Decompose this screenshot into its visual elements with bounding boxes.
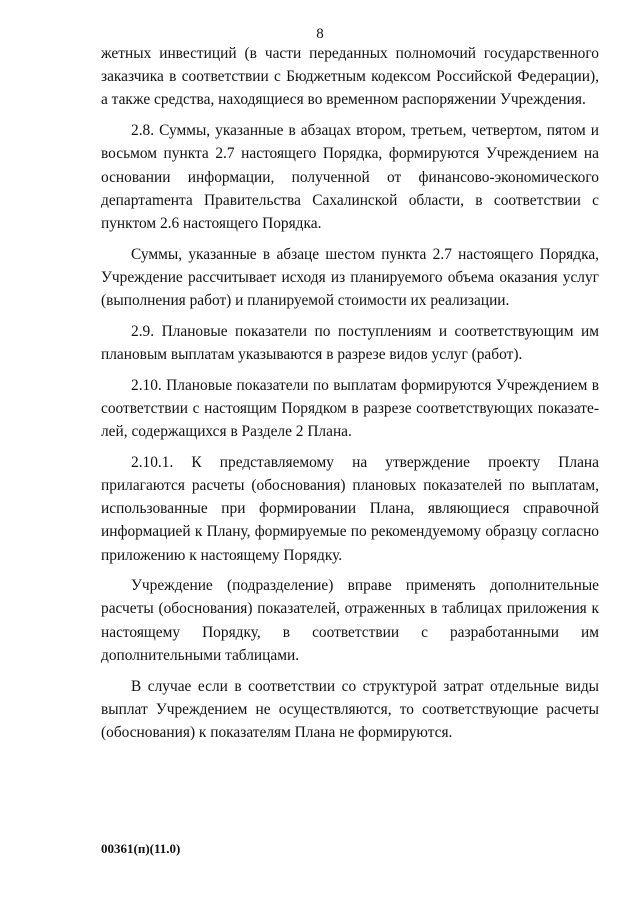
footer-document-code: 00361(п)(11.0) (101, 841, 181, 856)
paragraph-continuation: жетных инвестиций (в части переданных полномочий государственного заказчика в соответствии с Бюджетным кодексом Российской Федерации), а также средства, находящиеся во временном распоряжении Учреждения. (101, 45, 599, 109)
page-number: 8 (316, 26, 324, 42)
paragraph-2-8: 2.8. Суммы, указанные в абзацах втором, третьем, четвертом, пятом и восьмом пункта 2.7 настоящего Порядка, формируются Учреждением на основании информации, полученной от финансово-экономического департаmента Правительства Сахалинской области, в соответствии с пунктом 2.6 настоящего Порядка. (101, 122, 599, 232)
paragraph-sums-sixth: Суммы, указанные в абзаце шестом пункта 2.7 настоящего Порядка, Учреждение рассчитывает исходя из планируемого объема оказания услуг (выполнения работ) и планируемой стоимости их реализации. (101, 245, 599, 310)
paragraph-additional-calculations: Учреждение (подразделение) вправе применять дополнительные расчеты (обоснования) показателей, отраженных в таблицах приложения к настоящему Порядку, в соответствии с разработанными им дополнительными таблицами. (101, 577, 599, 664)
paragraph-2-10-1: 2.10.1. К представляемому на утверждение проекту Плана прилагаются расчеты (обоснования) плановых показателей по выплатам, использованные при формировании Плана, являющиеся справочной информацией к Плану, формируемые по рекомендуемому образцу согласно приложению к настоящему Порядку. (101, 453, 599, 564)
paragraph-2-9: 2.9. Плановые показатели по поступлениям и соответствующим им плановым выплатам указываются в разрезе видов услуг (работ). (101, 322, 599, 363)
paragraph-no-payments: В случае если в соответствии со структурой затрат отдельные виды выплат Учреждением не осуществляются, то соответствующие расчеты (обоснования) к показателям Плана не формируются. (101, 677, 599, 741)
body-text (101, 42, 599, 752)
paragraph-2-10: 2.10. Плановые показатели по выплатам формируются Учреждением в соответствии с настоящим Порядком в разрезе соответствующих показателей, содержащихся в Разделе 2 Плана. (101, 376, 599, 441)
